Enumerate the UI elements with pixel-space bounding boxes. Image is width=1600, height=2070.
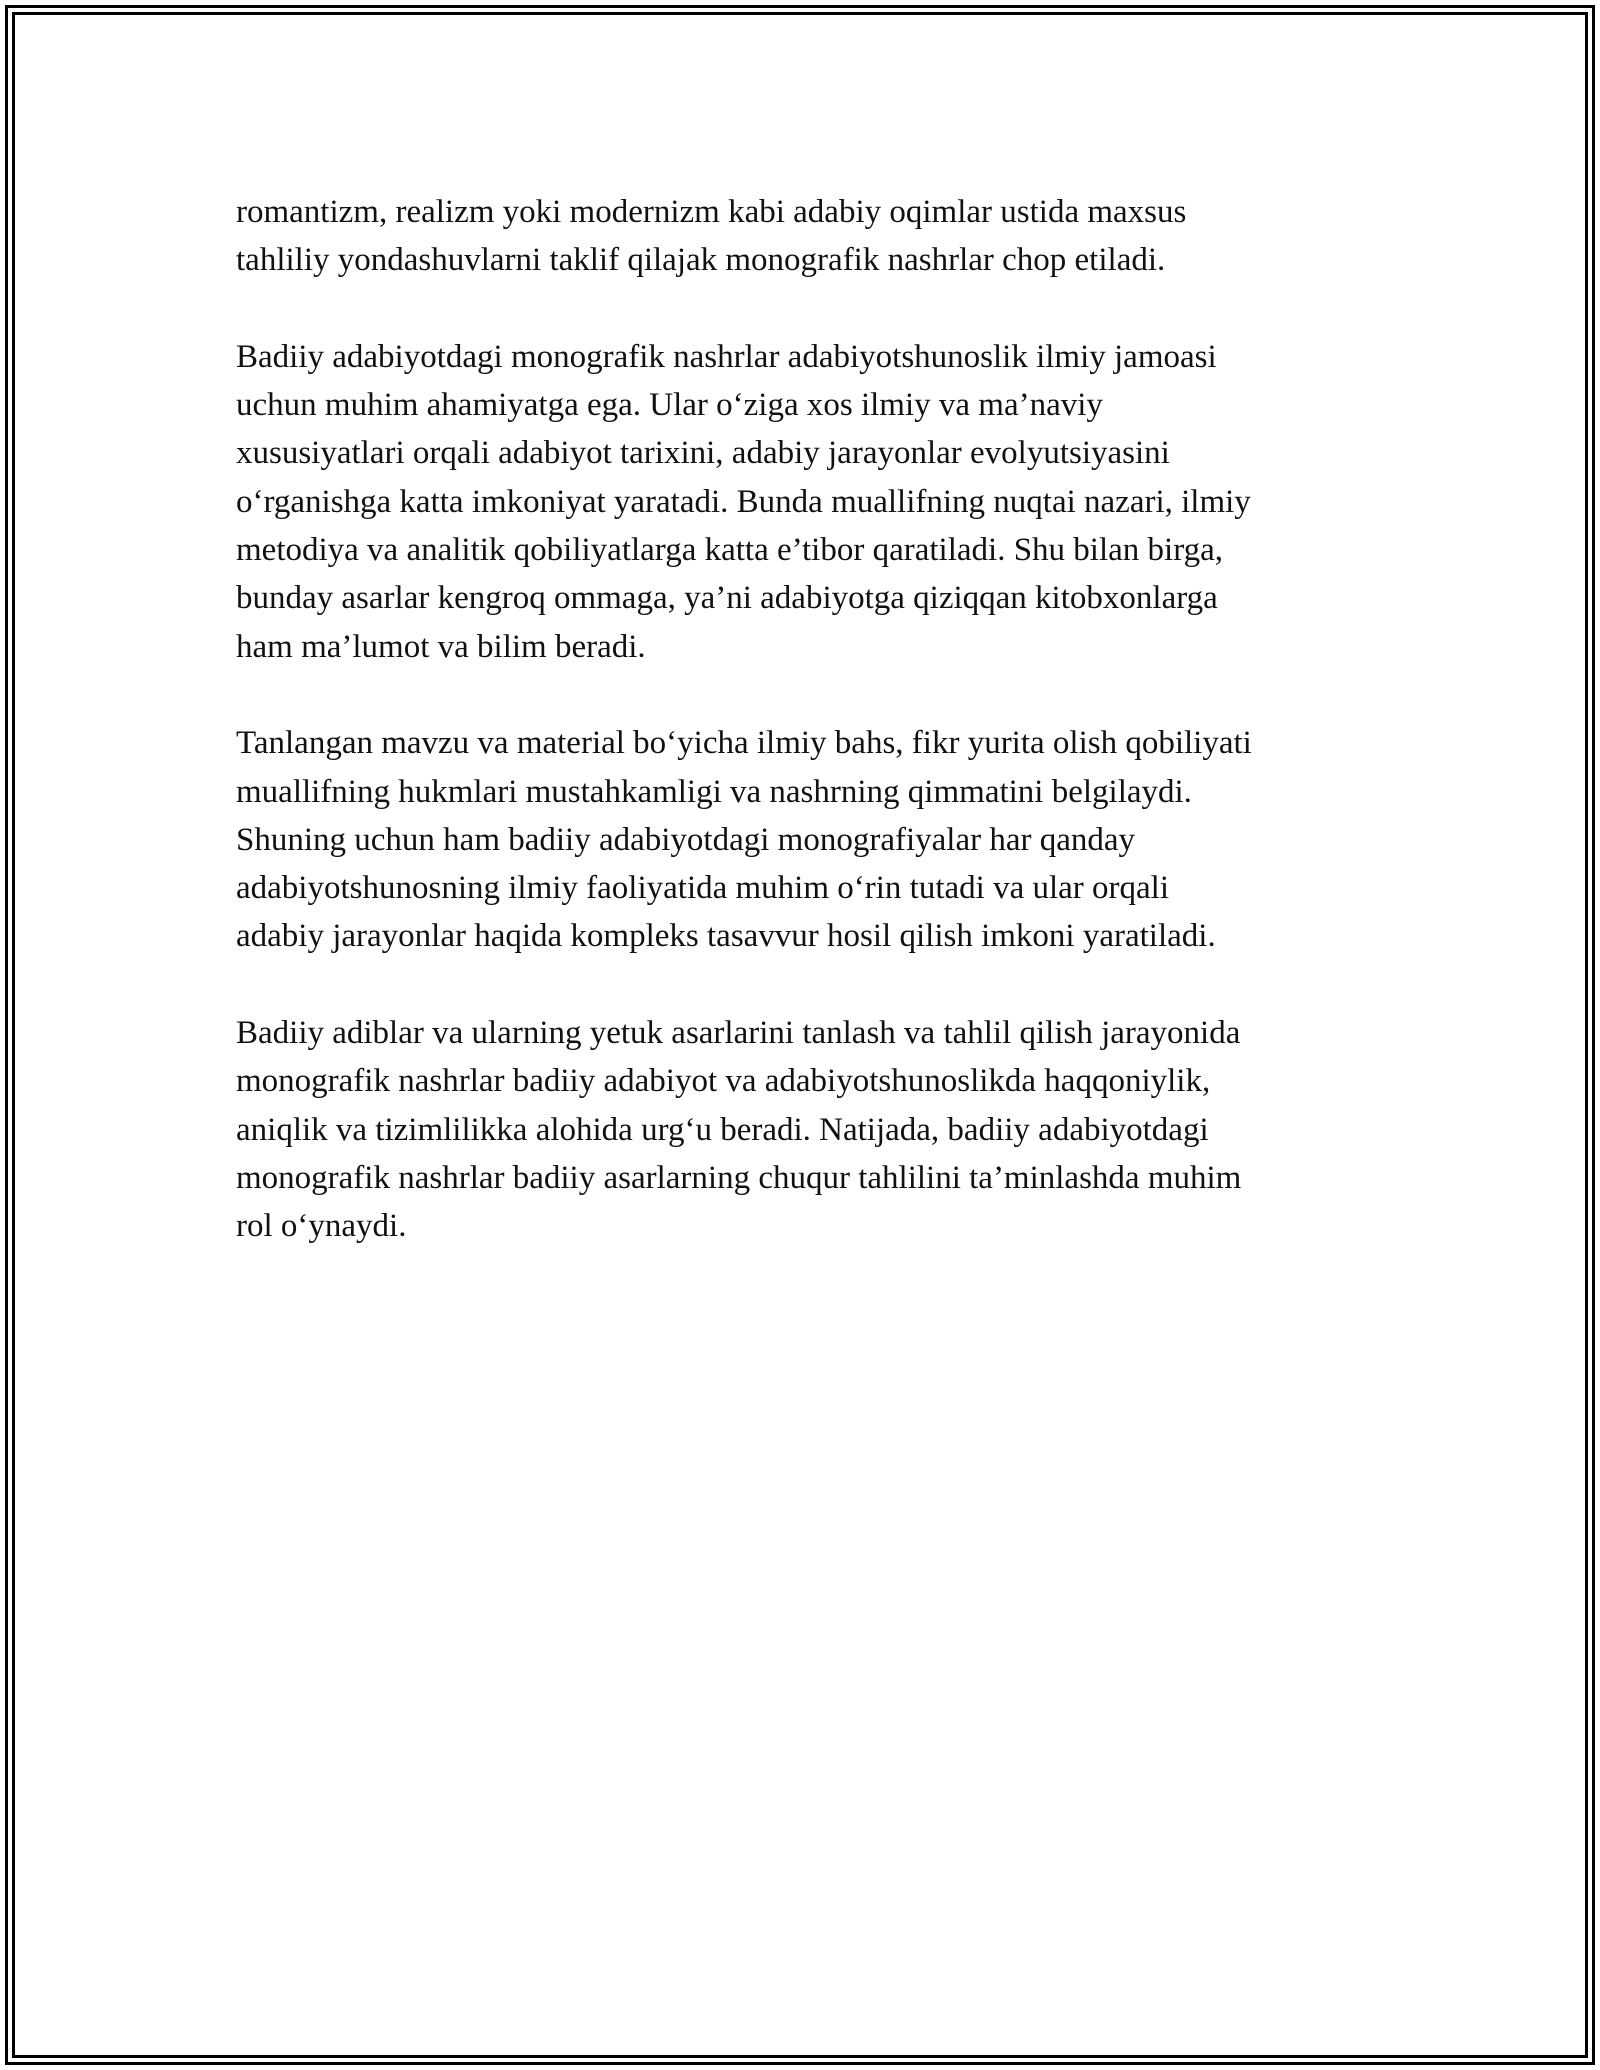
document-body	[236, 188, 1386, 1299]
paragraph-4: Badiiy adiblar va ularning yetuk asarlarini tanlash va tahlil qilish jarayonida monografik nashrlar badiiy adabiyot va adabiyotshunoslikda haqqoniylik, aniqlik va tizimlilikka alohida urg‘u beradi. Natijada, badiiy adabiyotdagi monografik nashrlar badiiy asarlarning chuqur tahlilini ta’minlashda muhim rol o‘ynaydi.	[236, 1015, 1242, 1245]
paragraph-1: romantizm, realizm yoki modernizm kabi adabiy oqimlar ustida maxsus tahliliy yondashuvlarni taklif qilajak monografik nashrlar chop etiladi.	[236, 194, 1187, 279]
paragraph-3: Tanlangan mavzu va material bo‘yicha ilmiy bahs, fikr yurita olish qobiliyati muallifning hukmlari mustahkamligi va nashrning qimmatini belgilaydi. Shuning uchun ham badiiy adabiyotdagi monografiyalar har qanday adabiyotshunosning ilmiy faoliyatida muhim o‘rin tutadi va ular orqali adabiy jarayonlar haqida kompleks tasavvur hosil qilish imkoni yaratiladi.	[236, 725, 1252, 955]
paragraph-2: Badiiy adabiyotdagi monografik nashrlar adabiyotshunoslik ilmiy jamoasi uchun muhim ahamiyatga ega. Ular o‘ziga xos ilmiy va ma’naviy xususiyatlari orqali adabiyot tarixini, adabiy jarayonlar evolyutsiyasini o‘rganishga katta imkoniyat yaratadi. Bunda muallifning nuqtai nazari, ilmiy metodiya va analitik qobiliyatlarga katta e’tibor qaratiladi. Shu bilan birga, bunday asarlar kengroq ommaga, ya’ni adabiyotga qiziqqan kitobxonlarga ham ma’lumot va bilim beradi.	[236, 338, 1251, 665]
